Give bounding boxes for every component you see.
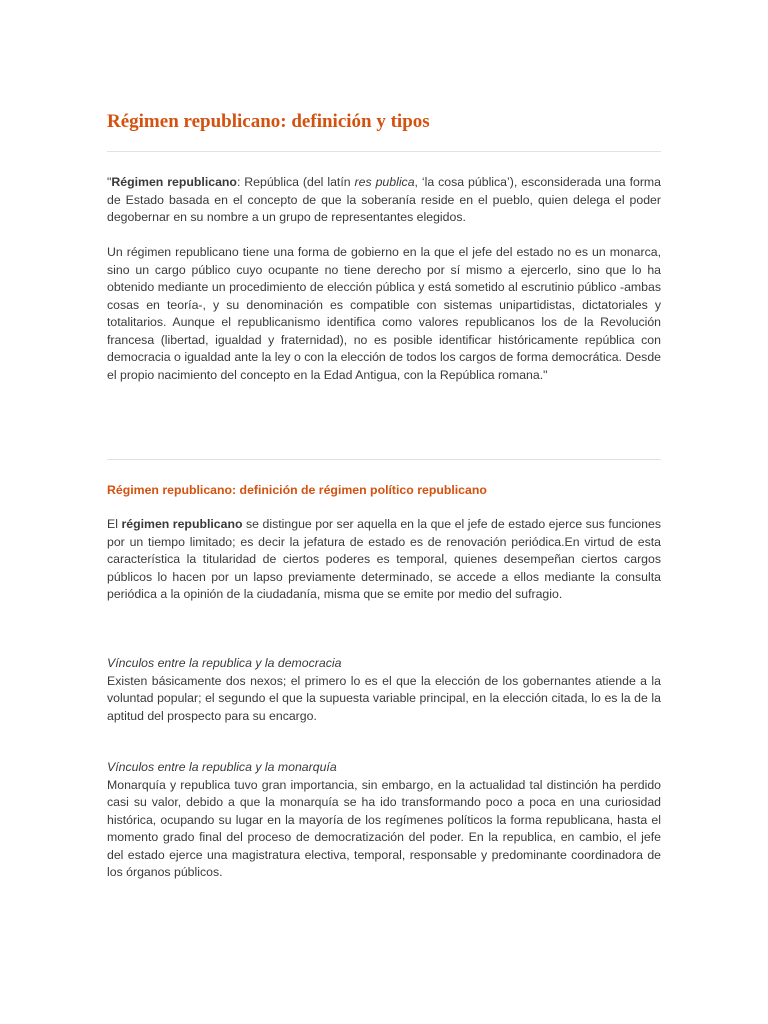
quote-text-a: : República (del latín xyxy=(236,175,355,189)
section-title: Régimen republicano: definición de régimen político republicano xyxy=(107,483,487,497)
monarquia-text: Monarquía y republica tuvo gran importancia, sin embargo, en la actualidad tal distinción ha perdido casi su valor, debido a que la monarquía se ha ido transformando poco a poca en una curiosidad histórica, ocupando su lugar en la mayoría de los regímenes políticos la forma republicana, hasta el momento grado final del proceso de democratización del poder. En la republica, en cambio, el jefe del estado ejerce una magistratura electiva, temporal, responsable y predominante coordinadora de los órganos públicos. xyxy=(107,777,661,879)
definition-term: régimen republicano xyxy=(121,517,243,531)
divider xyxy=(107,151,661,152)
monarquia-heading: Vínculos entre la republica y la monarquía xyxy=(107,760,337,774)
divider xyxy=(107,459,661,460)
definition-paragraph xyxy=(107,516,661,604)
quote-text-b: , ‘la cosa pública’), esconsiderada una forma de Estado basada en el concepto de que la soberanía reside en el pueblo, quien delega el poder degobernar en su nombre a un grupo de representantes elegidos. xyxy=(107,175,662,224)
quote-term: Régimen republicano xyxy=(111,175,237,189)
democracia-heading: Vínculos entre la republica y la democracia xyxy=(107,656,342,670)
quote-paragraph-1 xyxy=(107,174,661,227)
quote-latin-term: res publica xyxy=(354,175,415,189)
definition-text: se distingue por ser aquella en la que el jefe de estado ejerce sus funciones por un tiempo limitado; es decir la jefatura de estado es de renovación periódica.En virtud de esta característica la titularidad de ciertos poderes es temporal, quienes desempeñan ciertos cargos públicos lo hacen por un lapso previamente determinado, se accede a ellos mediante la consulta periódica a la opinión de la ciudadanía, misma que se emite por medio del sufragio. xyxy=(107,517,661,601)
quote-paragraph-2: Un régimen republicano tiene una forma de gobierno en la que el jefe del estado no es un monarca, sino un cargo público cuyo ocupante no tiene derecho por sí mismo a ejercerlo, sino que lo ha obtenido mediante un procedimiento de elección pública y está sometido al escrutinio público -ambas cosas en teoría-, y su denominación es compatible con sistemas unipartidistas, dictatoriales y totalitarios. Aunque el republicanismo identifica como valores republicanos los de la Revolución francesa (libertad, igualdad y fraternidad), no es posible identificar históricamente república con democracia o igualdad ante la ley o con la elección de todos los cargos de forma democrática. Desde el propio nacimiento del concepto en la Edad Antigua, con la República romana." xyxy=(107,245,661,382)
definition-prefix: El xyxy=(107,517,122,531)
democracia-text: Existen básicamente dos nexos; el primero lo es el que la elección de los gobernantes atiende a la voluntad popular; el segundo el que la supuesta variable principal, en la elección citada, lo es la de la aptitud del prospecto para su encargo. xyxy=(107,673,661,723)
page-title: Régimen republicano: definición y tipos xyxy=(107,111,430,132)
monarquia-paragraph xyxy=(107,759,661,882)
democracia-paragraph xyxy=(107,655,661,725)
quote-open-mark: " xyxy=(107,175,112,189)
